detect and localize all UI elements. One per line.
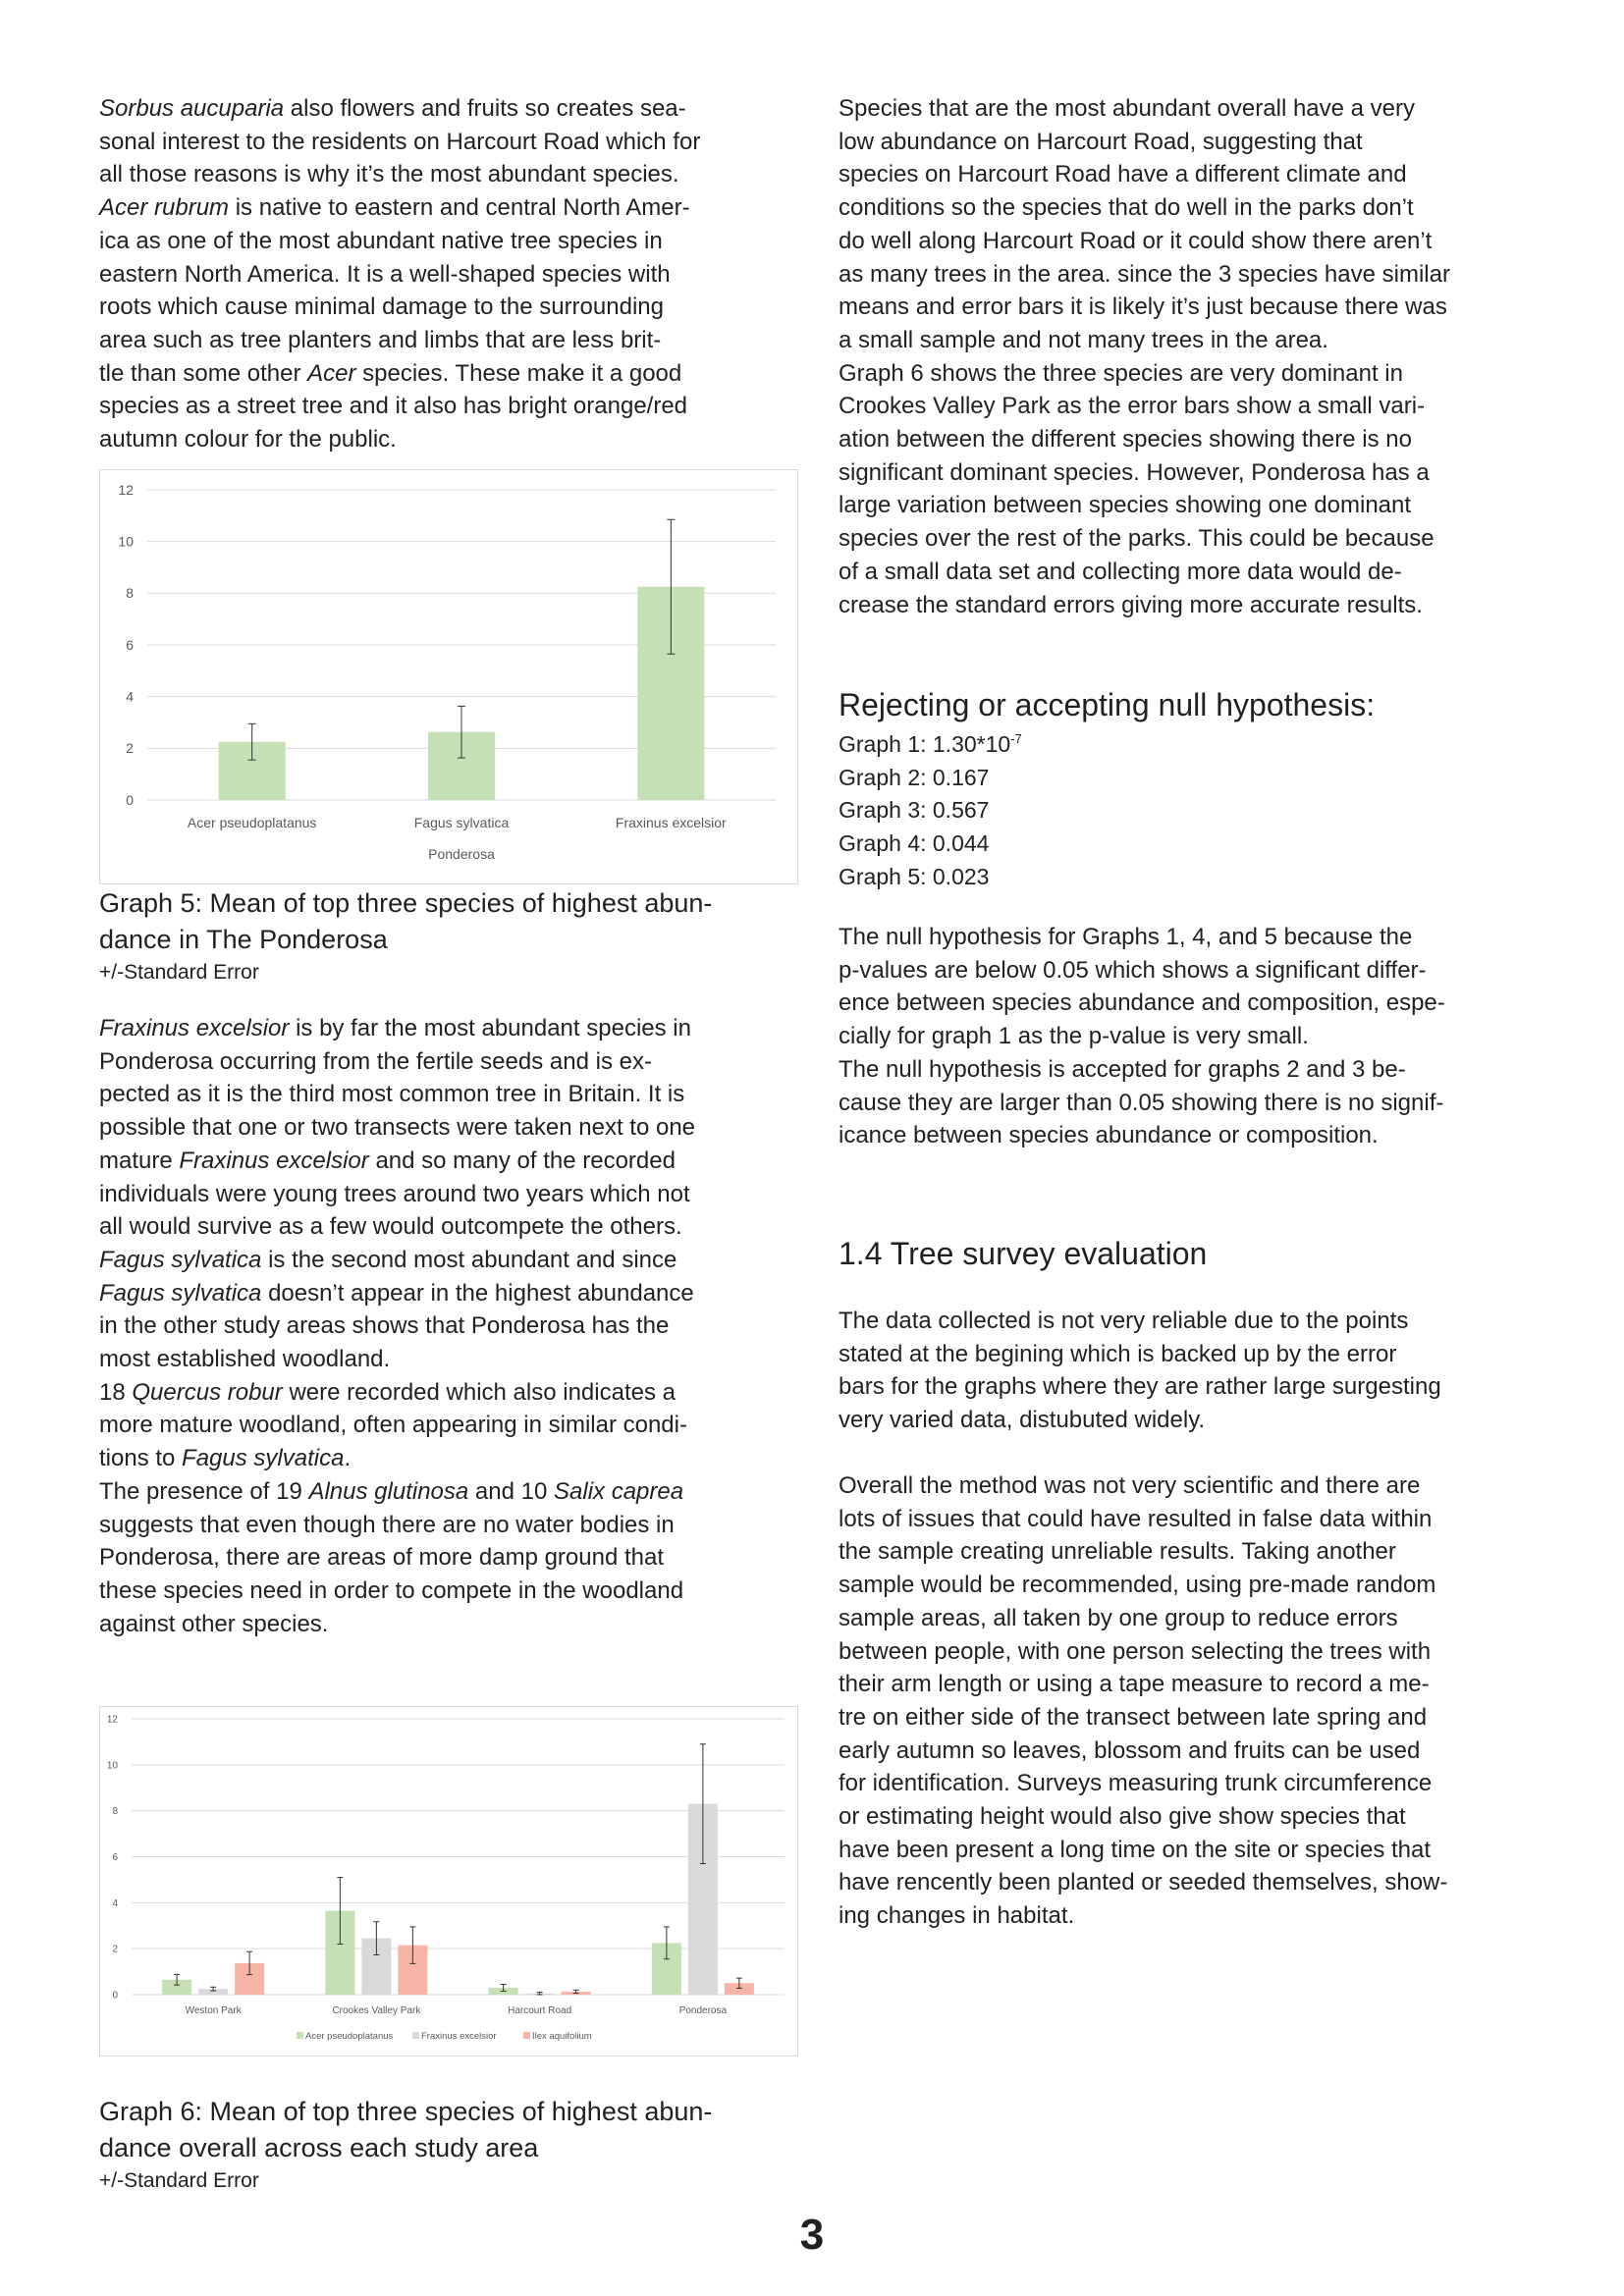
pvalue-label: Graph 4: (839, 830, 927, 857)
text-segment: very varied data, distubuted widely. (839, 1407, 1206, 1434)
species-name: Sorbus aucuparia (99, 95, 285, 122)
text-segment: is by far the most abundant species in (289, 1015, 691, 1041)
pvalue-value: 0.044 (932, 830, 990, 857)
text-line (839, 390, 1545, 423)
y-tick-label: 4 (126, 688, 134, 705)
species-name: Fagus sylvatica (99, 1246, 262, 1273)
text-line (99, 357, 806, 391)
text-segment: suggests that even though there are no water bodies in (99, 1511, 675, 1538)
text-line (99, 1277, 806, 1310)
pvalue-exponent: -7 (1010, 731, 1022, 746)
text-line (839, 556, 1545, 589)
pvalue-item (839, 861, 1545, 894)
pvalue-label: Graph 2: (839, 764, 927, 790)
y-tick-label: 0 (112, 1990, 118, 2002)
species-name: Quercus robur (132, 1378, 283, 1406)
text-segment: ation between the different species showing there is no (839, 426, 1412, 454)
text-segment: significant dominant species. However, Ponderosa has a (839, 458, 1430, 486)
species-name: Salix caprea (554, 1477, 684, 1505)
text-line (99, 1244, 806, 1277)
text-line (839, 357, 1545, 391)
text-line (839, 1834, 1545, 1867)
null-hypothesis-heading: Rejecting or accepting null hypothesis: (839, 687, 1376, 722)
text-line (839, 1119, 1545, 1152)
text-segment: of a small data set and collecting more data would de- (839, 558, 1402, 585)
y-tick-label: 10 (106, 1760, 118, 1772)
pvalue-label: Graph 5: (839, 863, 927, 889)
text-line (99, 1210, 806, 1244)
text-line (99, 1376, 806, 1410)
x-tick-label: Ponderosa (678, 2005, 728, 2016)
text-line (839, 1701, 1545, 1735)
text-segment: bars for the graphs where they are rather large surgesting (839, 1373, 1441, 1401)
text-line (839, 1503, 1545, 1536)
pvalue-item (839, 722, 1545, 762)
text-segment: have been present a long time on the site or species that (839, 1836, 1432, 1863)
text-segment: for identification. Surveys measuring trunk circumference (839, 1770, 1433, 1797)
y-tick-label: 6 (112, 1852, 118, 1863)
text-segment: mature (99, 1147, 180, 1174)
text-segment: lots of issues that could have resulted in false data within (839, 1505, 1433, 1532)
x-tick-label: Weston Park (185, 2005, 242, 2016)
text-segment: area such as tree planters and limbs that are less brit- (99, 326, 662, 353)
text-line (839, 1569, 1545, 1602)
text-line (839, 191, 1545, 225)
text-line (839, 126, 1545, 159)
text-segment: The null hypothesis for Graphs 1, 4, and 5 because the (839, 924, 1413, 950)
text-line (99, 423, 806, 456)
text-line (99, 291, 806, 324)
text-segment: means and error bars it is likely it’s just because there was (839, 294, 1447, 321)
graph-6-caption-line: dance overall across each study area (99, 2133, 539, 2163)
text-line (839, 1866, 1545, 1899)
text-line (99, 258, 806, 292)
section-heading-tree-survey-evaluation: 1.4 Tree survey evaluation (839, 1236, 1208, 1271)
text-segment: against other species. (99, 1610, 329, 1637)
text-line (839, 1020, 1545, 1053)
graph-5-chart (99, 469, 798, 884)
text-line (839, 1735, 1545, 1768)
text-segment: individuals were young trees around two years which not (99, 1180, 690, 1207)
text-line (839, 1305, 1545, 1338)
text-segment: sonal interest to the residents on Harcourt Road which for (99, 128, 701, 155)
y-tick-label: 10 (118, 533, 134, 550)
text-segment: do well along Harcourt Road or it could show there aren’t (839, 227, 1433, 254)
y-tick-label: 12 (106, 1714, 118, 1726)
text-line (839, 324, 1545, 357)
text-segment: all those reasons is why it’s the most abundant species. (99, 161, 679, 188)
legend-swatch (412, 2032, 419, 2039)
x-tick-label: Harcourt Road (508, 2005, 572, 2016)
text-line (839, 589, 1545, 622)
text-segment: is the second most abundant and since (261, 1246, 677, 1273)
text-segment: their arm length or using a tape measure to record a me- (839, 1671, 1430, 1698)
pvalue-label: Graph 3: (839, 797, 927, 824)
text-line (839, 1899, 1545, 1933)
text-segment: The null hypothesis is accepted for graphs 2 and 3 be- (839, 1055, 1406, 1083)
paragraph-reliability (839, 1305, 1545, 1437)
pvalue-item (839, 794, 1545, 828)
legend-label: Acer pseudoplatanus (305, 2031, 394, 2042)
y-tick-label: 2 (126, 740, 134, 757)
pvalue-list (839, 722, 1545, 894)
text-segment: ence between species abundance and composition, espe- (839, 989, 1445, 1017)
x-axis-title: Ponderosa (428, 846, 495, 862)
text-line (839, 1602, 1545, 1635)
text-segment: The data collected is not very reliable due to the points (839, 1308, 1409, 1334)
text-line (839, 456, 1545, 490)
text-segment: Ponderosa occurring from the fertile seeds and is ex- (99, 1047, 652, 1075)
paragraph-null-hypothesis (839, 921, 1545, 1152)
y-tick-label: 12 (118, 481, 134, 498)
text-segment: species as a street tree and it also has bright orange/red (99, 393, 688, 420)
text-line (839, 522, 1545, 556)
legend-swatch (523, 2032, 530, 2039)
text-line (839, 423, 1545, 456)
text-line (99, 1541, 806, 1575)
x-tick-label: Crookes Valley Park (332, 2005, 421, 2016)
text-segment: ing changes in habitat. (839, 1902, 1075, 1930)
text-line (839, 1053, 1545, 1087)
graph-6-svg (100, 1707, 797, 2056)
y-tick-label: 2 (112, 1944, 118, 1955)
text-segment: crease the standard errors giving more accurate results. (839, 591, 1423, 618)
text-segment: Ponderosa, there are areas of more damp ground that (99, 1544, 665, 1572)
y-tick-label: 4 (112, 1897, 118, 1909)
graph-6-caption-line: Graph 6: Mean of top three species of highest abun- (99, 2097, 713, 2126)
pvalue-value: 0.567 (932, 797, 990, 824)
text-line (839, 1668, 1545, 1701)
text-line (839, 921, 1545, 954)
species-name: Fagus sylvatica (182, 1445, 345, 1472)
text-segment: species. These make it a good (355, 359, 682, 387)
x-tick-label: Fagus sylvatica (413, 815, 510, 830)
graph-6-error-note: +/-Standard Error (99, 2169, 259, 2192)
species-name: Acer rubrum (99, 194, 230, 222)
text-segment: is native to eastern and central North Amer- (229, 194, 690, 222)
text-segment: in the other study areas shows that Ponderosa has the (99, 1312, 670, 1340)
graph-5-error-note: +/-Standard Error (99, 961, 259, 984)
pvalue-value: 0.023 (932, 863, 990, 889)
text-line (99, 191, 806, 225)
text-line (839, 1800, 1545, 1834)
text-line (99, 92, 806, 126)
text-segment: all would survive as a few would outcompete the others. (99, 1213, 682, 1241)
text-line (99, 1309, 806, 1343)
text-segment: roots which cause minimal damage to the surrounding (99, 294, 664, 321)
text-line (99, 1442, 806, 1475)
graph-5-svg (100, 470, 797, 883)
text-segment: as many trees in the area. since the 3 species have similar (839, 260, 1450, 288)
text-line (839, 92, 1545, 126)
text-line (99, 1475, 806, 1509)
legend-swatch (297, 2032, 303, 2039)
x-tick-label: Acer pseudoplatanus (187, 815, 317, 830)
graph-6-chart (99, 1706, 798, 2056)
text-line (839, 1404, 1545, 1437)
species-name: Acer (307, 359, 356, 387)
text-segment: Crookes Valley Park as the error bars show a small vari- (839, 393, 1426, 420)
text-line (99, 158, 806, 191)
text-segment: sample areas, all taken by one group to reduce errors (839, 1604, 1398, 1631)
text-segment: . (344, 1445, 352, 1472)
text-segment: Species that are the most abundant overall have a very (839, 95, 1416, 122)
species-name: Alnus glutinosa (308, 1477, 469, 1505)
graph-5-caption-line: Graph 5: Mean of top three species of highest abun- (99, 888, 713, 918)
text-segment: or estimating height would also give show species that (839, 1803, 1406, 1831)
text-line (99, 390, 806, 423)
text-segment: species over the rest of the parks. This could be because (839, 525, 1435, 553)
text-segment: p-values are below 0.05 which shows a significant differ- (839, 956, 1427, 984)
graph-6-caption (99, 2094, 806, 2196)
text-segment: low abundance on Harcourt Road, suggesting that (839, 128, 1363, 155)
text-segment: autumn colour for the public. (99, 426, 397, 454)
pvalue-item (839, 828, 1545, 861)
text-segment: sample would be recommended, using pre-made random (839, 1572, 1436, 1599)
text-segment: 18 (99, 1378, 133, 1406)
text-segment: were recorded which also indicates a (282, 1378, 676, 1406)
text-line (99, 126, 806, 159)
graph-5-caption (99, 885, 806, 988)
text-line (99, 1575, 806, 1608)
text-segment: doesn’t appear in the highest abundance (261, 1279, 694, 1307)
paragraph-fraxinus (99, 1012, 806, 1640)
text-segment: tre on either side of the transect between late spring and (839, 1703, 1428, 1731)
text-segment: a small sample and not many trees in the area. (839, 326, 1328, 353)
text-line (839, 1469, 1545, 1503)
graph-5-caption-line: dance in The Ponderosa (99, 925, 388, 954)
species-name: Fraxinus excelsior (179, 1147, 369, 1174)
text-segment: these species need in order to compete in the woodland (99, 1576, 684, 1604)
species-name: Fraxinus excelsior (99, 1015, 290, 1041)
text-segment: tions to (99, 1445, 183, 1472)
text-line (99, 1608, 806, 1641)
text-line (839, 258, 1545, 292)
y-tick-label: 8 (126, 585, 134, 602)
text-segment: eastern North America. It is a well-shaped species with (99, 260, 671, 288)
legend-label: Fraxinus excelsior (421, 2031, 497, 2042)
text-segment: Overall the method was not very scientific and there are (839, 1472, 1421, 1499)
text-segment: The presence of 19 (99, 1477, 309, 1505)
x-tick-label: Fraxinus excelsior (615, 815, 727, 830)
y-tick-label: 8 (112, 1806, 118, 1818)
text-line (99, 324, 806, 357)
text-segment: conditions so the species that do well in the parks don’t (839, 194, 1414, 222)
text-segment: pected as it is the third most common tree in Britain. It is (99, 1081, 685, 1108)
text-line (839, 1635, 1545, 1669)
text-segment: early autumn so leaves, blossom and fruits can be used (839, 1736, 1421, 1764)
text-line (99, 1111, 806, 1145)
text-segment: tle than some other (99, 359, 308, 387)
text-line (99, 1509, 806, 1542)
text-line (99, 1045, 806, 1079)
text-line (839, 225, 1545, 258)
y-tick-label: 0 (126, 791, 134, 808)
text-segment: stated at the begining which is backed up by the error (839, 1340, 1397, 1367)
text-line (839, 291, 1545, 324)
text-segment: cially for graph 1 as the p-value is very small. (839, 1023, 1309, 1050)
paragraph-method-evaluation (839, 1469, 1545, 1933)
text-line (839, 1370, 1545, 1404)
text-segment: large variation between species showing one dominant (839, 492, 1412, 519)
page-number: 3 (799, 2211, 825, 2259)
text-segment: cause they are larger than 0.05 showing there is no signif- (839, 1089, 1444, 1116)
text-line (839, 1767, 1545, 1800)
text-segment: possible that one or two transects were taken next to one (99, 1114, 696, 1142)
text-segment: species on Harcourt Road have a different climate and (839, 161, 1407, 188)
text-segment: more mature woodland, often appearing in similar condi- (99, 1412, 687, 1439)
text-segment: most established woodland. (99, 1346, 391, 1373)
text-segment: the sample creating unreliable results. Taking another (839, 1538, 1396, 1566)
text-line (839, 489, 1545, 522)
text-segment: and so many of the recorded (368, 1147, 676, 1174)
text-line (99, 1145, 806, 1178)
species-name: Fagus sylvatica (99, 1279, 262, 1307)
text-segment: ica as one of the most abundant native tree species in (99, 227, 663, 254)
text-segment: Graph 6 shows the three species are very dominant in (839, 359, 1403, 387)
text-segment: between people, with one person selecting the trees with (839, 1637, 1432, 1665)
text-line (99, 1409, 806, 1442)
text-segment: also flowers and fruits so creates sea- (284, 95, 686, 122)
text-segment: icance between species abundance or composition. (839, 1122, 1379, 1149)
pvalue-value: 1.30*10 (932, 731, 1011, 757)
pvalue-item (839, 762, 1545, 795)
text-line (99, 1012, 806, 1045)
text-segment: have rencently been planted or seeded themselves, show- (839, 1869, 1448, 1896)
pvalue-value: 0.167 (932, 764, 990, 790)
text-line (839, 1535, 1545, 1569)
text-line (839, 954, 1545, 988)
pvalue-label: Graph 1: (839, 731, 927, 757)
paragraph-sorbus-acer (99, 92, 806, 456)
text-line (839, 1087, 1545, 1120)
text-line (99, 225, 806, 258)
text-line (99, 1178, 806, 1211)
text-line (839, 1338, 1545, 1371)
text-line (99, 1078, 806, 1111)
text-segment: and 10 (468, 1477, 554, 1505)
legend-label: Ilex aquifolium (532, 2031, 592, 2042)
text-line (839, 158, 1545, 191)
paragraph-abundance-discussion (839, 92, 1545, 621)
text-line (839, 987, 1545, 1020)
y-tick-label: 6 (126, 636, 134, 653)
text-line (99, 1343, 806, 1376)
